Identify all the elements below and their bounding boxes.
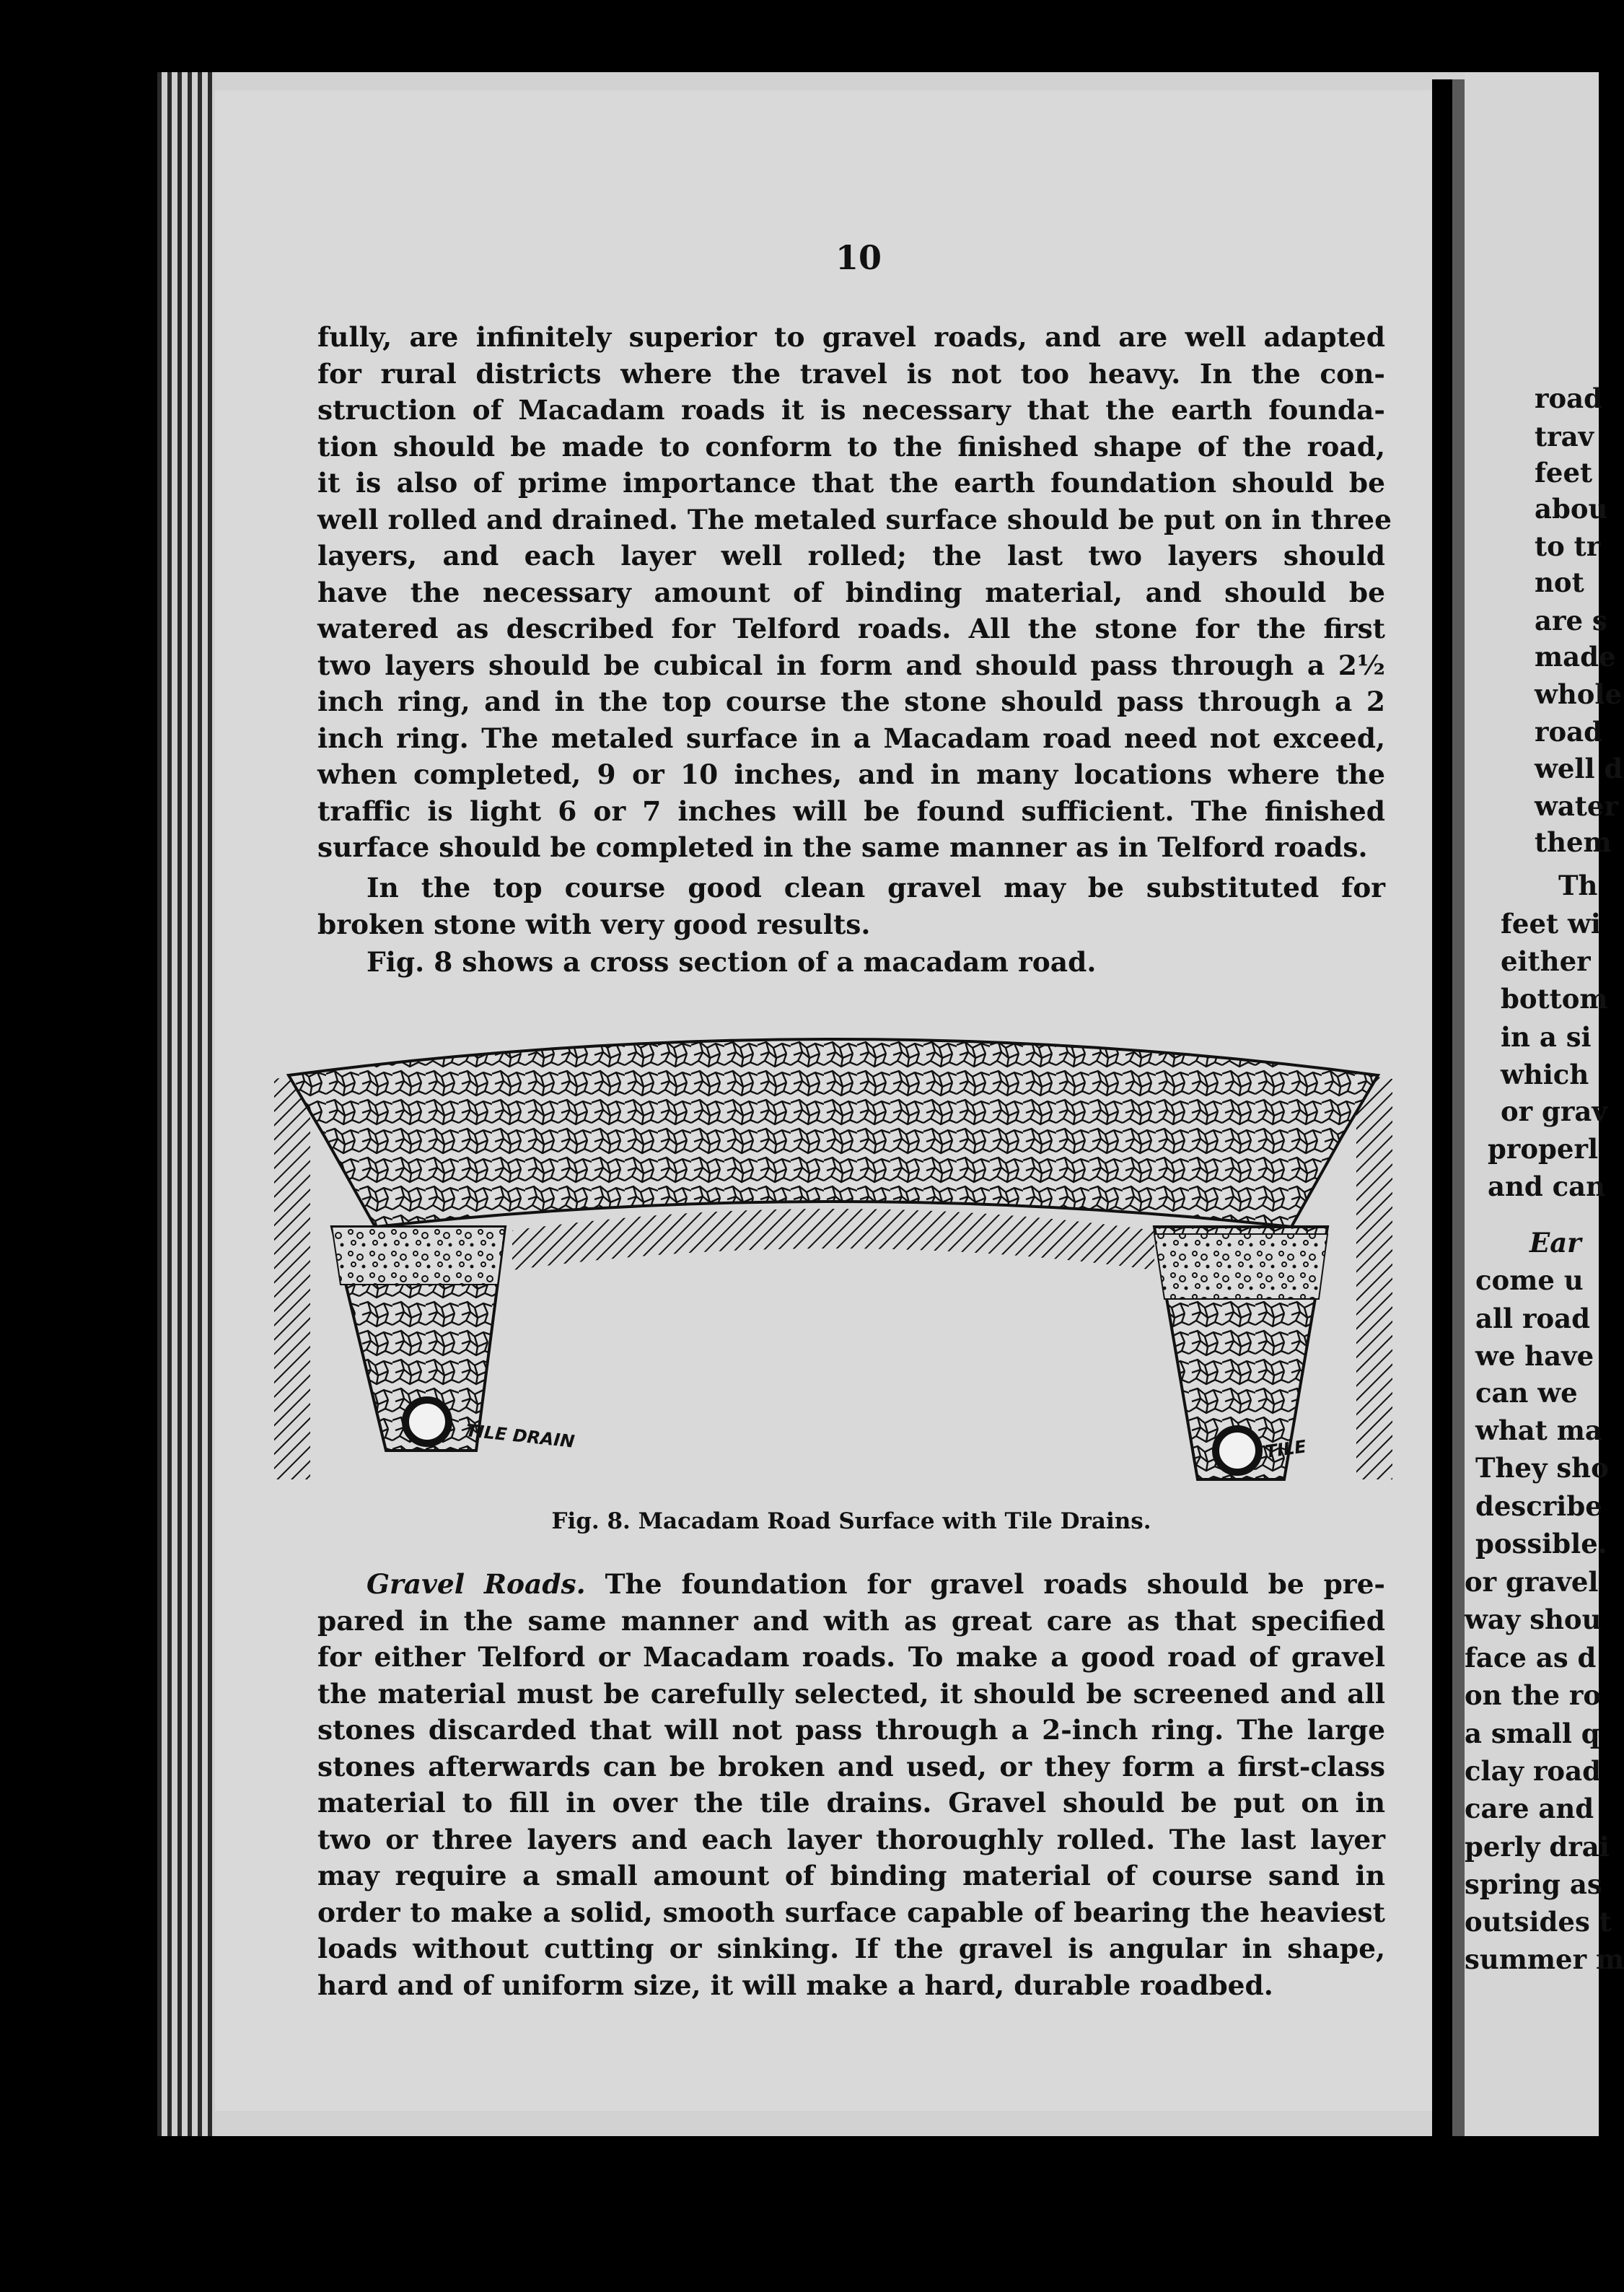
text-line: have the necessary amount of binding material, and should be xyxy=(317,576,1385,608)
right-drain-label: TILE xyxy=(1263,1436,1308,1462)
text-line: traffic is light 6 or 7 inches will be found sufficient. The finished xyxy=(317,795,1385,827)
facing-page-line: summer m xyxy=(1465,1943,1624,1975)
facing-page-line: bottom xyxy=(1501,983,1608,1015)
facing-page-line: come u xyxy=(1475,1264,1584,1296)
scan-border-bottom xyxy=(0,2136,1599,2292)
text-line: for rural districts where the travel is not too heavy. In the con- xyxy=(317,357,1385,390)
facing-page-line: Th xyxy=(1558,870,1598,901)
facing-page-line: perly drai xyxy=(1465,1831,1610,1863)
facing-page-line: abou xyxy=(1535,493,1608,525)
facing-page-line: properl xyxy=(1488,1133,1599,1165)
facing-page-line: and can xyxy=(1488,1171,1606,1202)
left-drain-gravel xyxy=(332,1227,505,1285)
facing-page-line: spring as xyxy=(1465,1868,1602,1900)
facing-page-line: all road xyxy=(1475,1303,1590,1334)
text-line: struction of Macadam roads it is necessary that the earth founda- xyxy=(317,394,1385,426)
text-line: two or three layers and each layer thoroughly rolled. The last layer xyxy=(317,1823,1385,1855)
facing-page-line: we have xyxy=(1475,1340,1594,1372)
figure-caption: Fig. 8. Macadam Road Surface with Tile Drains. xyxy=(551,1508,1151,1534)
facing-page-line: describe xyxy=(1475,1490,1602,1522)
page-edge-stack xyxy=(157,72,215,2136)
facing-page-line: on the ro xyxy=(1465,1679,1602,1711)
section-heading-gravel-roads: Gravel Roads. xyxy=(367,1568,586,1600)
left-tile-pipe xyxy=(405,1400,449,1443)
facing-page-line: what ma xyxy=(1475,1414,1602,1446)
text-line: surface should be completed in the same manner as in Telford roads. xyxy=(317,831,1368,863)
text-line: material to fill in over the tile drains. Gravel should be put on in xyxy=(317,1787,1385,1819)
text-line: it is also of prime importance that the earth foundation should be xyxy=(317,467,1385,499)
facing-page-line: a small q xyxy=(1465,1718,1600,1749)
facing-page-line: made xyxy=(1535,641,1616,673)
macadam-cross-section-figure xyxy=(260,1010,1407,1479)
facing-page-line: can we xyxy=(1475,1377,1578,1409)
text-line: stones afterwards can be broken and used, or they form a first-class xyxy=(317,1750,1385,1783)
facing-page-line: water xyxy=(1535,790,1618,822)
facing-page-line: feet xyxy=(1535,457,1593,489)
paragraph-fig-ref xyxy=(317,944,1385,981)
text-line: watered as described for Telford roads. All the stone for the first xyxy=(317,613,1385,644)
book-gutter xyxy=(1432,79,1465,2158)
right-drain-gravel xyxy=(1154,1234,1327,1299)
facing-page-line: way shou xyxy=(1465,1604,1602,1635)
facing-page-line: or grav xyxy=(1501,1095,1607,1127)
facing-page-line: well d xyxy=(1535,753,1623,784)
facing-page-line: care and xyxy=(1465,1793,1594,1824)
text-line: stones discarded that will not pass through a 2-inch ring. The large xyxy=(317,1714,1385,1746)
text-line: Fig. 8 shows a cross section of a macadam road. xyxy=(367,946,1097,978)
facing-page-line: They sho xyxy=(1475,1452,1609,1484)
text-line: pared in the same manner and with as great care as that specified xyxy=(317,1604,1385,1637)
paragraph-macadam xyxy=(317,319,1392,866)
right-tile-pipe xyxy=(1216,1429,1259,1472)
text-line: In the top course good clean gravel may be substituted for xyxy=(367,872,1385,904)
earth-under-roadbed xyxy=(512,1209,1154,1270)
facing-page-line: either xyxy=(1501,945,1591,977)
text-line: well rolled and drained. The metaled surface should be put on in three xyxy=(317,503,1392,535)
left-drain-label: TILE DRAIN xyxy=(465,1420,576,1452)
facing-page-line: Ear xyxy=(1529,1227,1581,1259)
facing-page-line: road xyxy=(1535,716,1603,748)
facing-page-line: face as d xyxy=(1465,1642,1597,1674)
facing-page-line: or gravel xyxy=(1465,1566,1599,1598)
facing-page-line: road xyxy=(1535,382,1603,414)
page-number: 10 xyxy=(835,238,882,277)
facing-page-line: not xyxy=(1535,567,1584,598)
facing-page-line: whole xyxy=(1535,678,1623,710)
text-line: inch ring. The metaled surface in a Macadam road need not exceed, xyxy=(317,722,1385,754)
facing-page-line: clay road xyxy=(1465,1755,1601,1787)
facing-page-line: feet wi xyxy=(1501,908,1601,940)
text-line: when completed, 9 or 10 inches, and in many locations where the xyxy=(317,758,1385,790)
macadam-road-surface xyxy=(289,1039,1378,1227)
text-line: inch ring, and in the top course the stone should pass through a 2 xyxy=(317,686,1385,717)
text-line: tion should be made to conform to the finished shape of the road, xyxy=(317,430,1385,463)
text-line: Gravel Roads. The foundation for gravel roads should be pre- xyxy=(367,1568,1385,1600)
facing-page-line: trav xyxy=(1535,421,1594,452)
text-line: broken stone with very good results. xyxy=(317,908,871,940)
facing-page-line: possible. xyxy=(1475,1528,1607,1560)
facing-page-line: outsides t xyxy=(1465,1906,1612,1938)
text-line: the material must be carefully selected, it should be screened and all xyxy=(317,1677,1385,1710)
text-line: two layers should be cubical in form and should pass through a 2½ xyxy=(317,649,1385,681)
facing-page-line: which xyxy=(1501,1059,1589,1090)
text-line: may require a small amount of binding material of course sand in xyxy=(317,1860,1385,1891)
facing-page-line: to tr xyxy=(1535,530,1601,562)
text-line: layers, and each layer well rolled; the last two layers should xyxy=(317,540,1385,572)
paragraph-top-course xyxy=(317,870,1385,942)
facing-page-line: in a si xyxy=(1501,1021,1592,1053)
text-line: order to make a solid, smooth surface capable of bearing the heaviest xyxy=(317,1896,1385,1928)
text-line: fully, are infinitely superior to gravel roads, and are well adapted xyxy=(317,321,1385,353)
text-line: for either Telford or Macadam roads. To make a good road of gravel xyxy=(317,1641,1385,1673)
text-line: hard and of uniform size, it will make a hard, durable roadbed. xyxy=(317,1969,1273,2001)
paragraph-gravel-roads xyxy=(317,1566,1385,2003)
facing-page-line: are s xyxy=(1535,605,1607,637)
facing-page-line: them xyxy=(1535,826,1612,858)
text-line: loads without cutting or sinking. If the gravel is angular in shape, xyxy=(317,1933,1385,1964)
